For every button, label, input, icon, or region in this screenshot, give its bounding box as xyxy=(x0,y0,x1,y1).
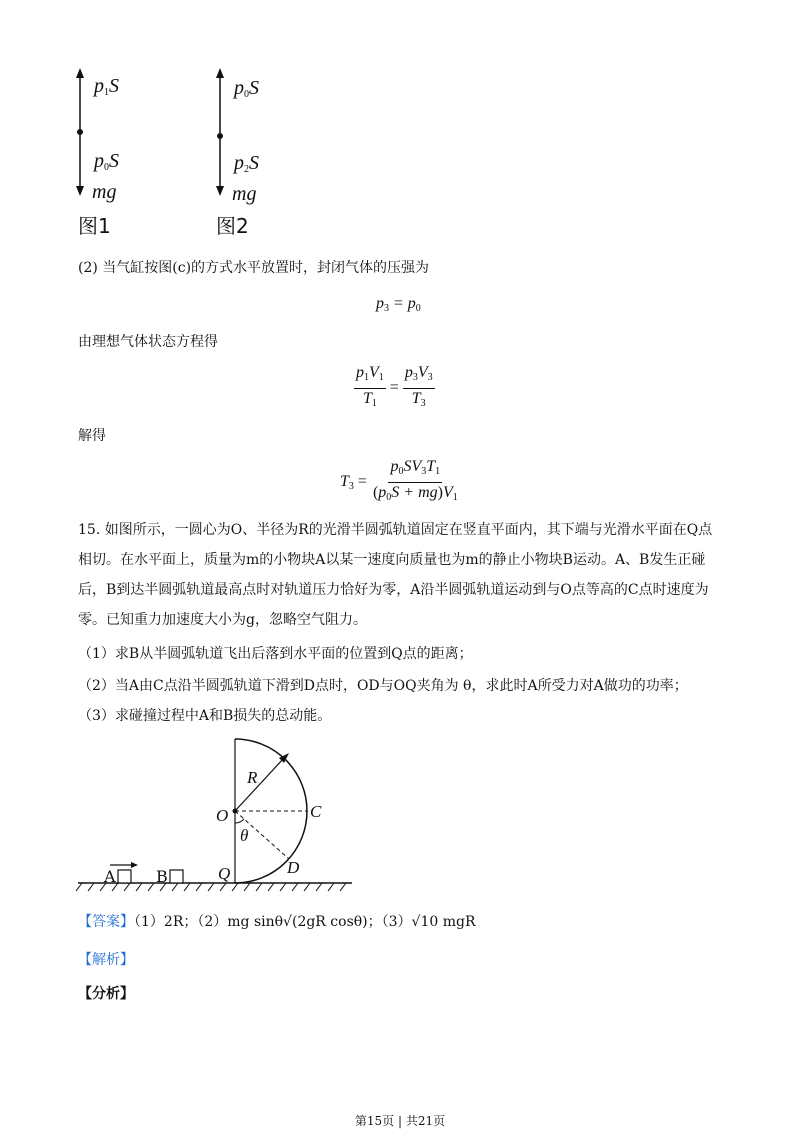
arrow-down-head xyxy=(216,186,224,196)
question-2: （2）当A由C点沿半圆弧轨道下滑到D点时，OD与OQ夹角为 θ，求此时A所受力对A做功的功率； xyxy=(78,678,688,694)
label-B: B xyxy=(156,867,168,886)
problem15-line1: 15. 如图所示，一圆心为O、半径为R的光滑半圆弧轨道固定在竖直平面内，其下端与光滑水平面在Q点 xyxy=(78,522,713,538)
analysis-tag: 【解析】 xyxy=(78,952,134,968)
ground-hatching xyxy=(76,883,346,891)
label-O: O xyxy=(216,806,229,825)
fenxi-tag: 【分析】 xyxy=(78,986,134,1002)
problem15-line3: 后，B到达半圆弧轨道最高点时对轨道压力恰好为零，A沿半圆弧轨道运动到与O点等高的C点时速度为 xyxy=(78,582,709,598)
fig2-bottom-label-1: $p_2S$ xyxy=(234,152,259,175)
fig2-caption: 图2 xyxy=(216,214,249,238)
answer-tag: 【答案】 xyxy=(78,914,134,930)
page-footer: 第15页 | 共21页 xyxy=(354,1114,446,1128)
label-D: D xyxy=(287,858,300,877)
radius-arrow xyxy=(235,758,284,811)
arrow-up-head xyxy=(76,68,84,78)
fig1-caption: 图1 xyxy=(78,214,111,238)
velocity-arrow-head xyxy=(131,862,138,868)
answer-text: （1）2R；（2）mg sinθ√(2gR cosθ)；（3）√10 mgR xyxy=(134,914,476,930)
solve-text: 解得 xyxy=(78,428,106,444)
answer-line xyxy=(78,912,476,932)
fig1-top-label: $p_1S$ xyxy=(94,75,119,98)
label-Q: Q xyxy=(218,864,231,883)
label-R: R xyxy=(247,768,258,787)
theta-arc xyxy=(235,819,244,823)
problem15-line2: 相切。在水平面上，质量为m的小物块A以某一速度向质量也为m的静止小物块B运动。A、B发生正碰 xyxy=(78,552,706,568)
part2-intro: (2) 当气缸按图(c)的方式水平放置时，封闭气体的压强为 xyxy=(78,260,430,276)
question-1: （1）求B从半圆弧轨道飞出后落到水平面的位置到Q点的距离； xyxy=(78,646,473,662)
fig2-top-label: $p_0S$ xyxy=(234,77,259,100)
center-O-dot xyxy=(233,809,238,814)
arrow-up-head xyxy=(216,68,224,78)
question-3: （3）求碰撞过程中A和B损失的总动能。 xyxy=(78,708,332,724)
label-A: A xyxy=(104,867,116,886)
equation-ideal-gas: $\frac{p_1V_1}{T_1}$ = $\frac{p_3V_3}{T_3}$ xyxy=(356,364,433,409)
label-theta: θ xyxy=(240,826,249,845)
equation-T3: $T_3$ = $\frac{p_0SV_3T_1}{(p_0S + mg)V_1}$ xyxy=(340,458,458,503)
ideal-gas-text: 由理想气体状态方程得 xyxy=(78,334,218,350)
equation-p3: $p_3 = p_0$ xyxy=(376,295,421,314)
block-A xyxy=(118,870,131,883)
block-B xyxy=(170,870,183,883)
arrow-down-head xyxy=(76,186,84,196)
problem15-line4: 零。已知重力加速度大小为g，忽略空气阻力。 xyxy=(78,612,367,628)
fig2-bottom-label-2: mg xyxy=(232,183,257,205)
label-C: C xyxy=(310,802,322,821)
fig1-bottom-label-2: mg xyxy=(92,181,117,203)
fig1-bottom-label-1: $p_0S$ xyxy=(94,150,119,173)
